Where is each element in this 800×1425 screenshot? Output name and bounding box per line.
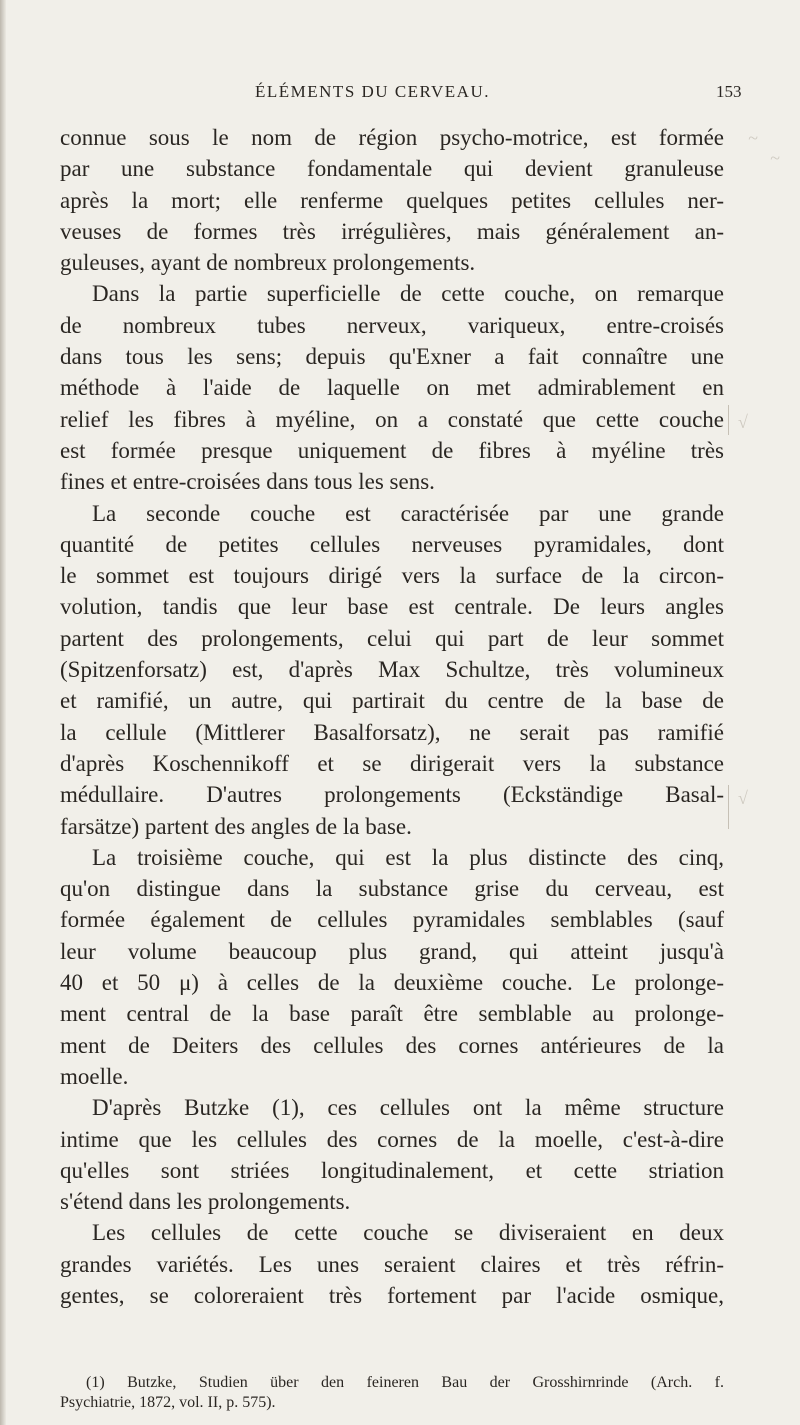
text-line: leur volume beaucoup plus grand, qui atteint jusqu'à <box>60 938 724 964</box>
text-line: de nombreux tubes nerveux, variqueux, entre-croisés <box>60 312 724 338</box>
body-text <box>60 122 724 1311</box>
text-line: La seconde couche est caractérisée par une grande <box>92 500 724 526</box>
text-line: et ramifié, un autre, qui partirait du centre de la base de <box>60 688 724 714</box>
text-line: s'étend dans les prolongements. <box>60 1189 351 1215</box>
text-line: (Spitzenforsatz) est, d'après Max Schultze, très volumineux <box>60 657 724 683</box>
pencil-scribble: √ <box>738 412 748 432</box>
text-line: par une substance fondamentale qui devient granuleuse <box>60 156 724 182</box>
text-line: d'après Koschennikoff et se dirigerait vers la substance <box>60 750 724 776</box>
text-line: gentes, se coloreraient très fortement par l'acide osmique, <box>60 1282 724 1308</box>
text-line: formée également de cellules pyramidales semblables (sauf <box>60 907 724 933</box>
text-line: La troisième couche, qui est la plus distincte des cinq, <box>92 844 724 870</box>
text-line: fines et entre-croisées dans tous les sens. <box>60 469 435 495</box>
text-line: relief les fibres à myéline, on a constaté que cette couche <box>60 406 724 432</box>
text-line: quantité de petites cellules nerveuses pyramidales, dont <box>60 531 724 557</box>
text-line: intime que les cellules des cornes de la moelle, c'est-à-dire <box>60 1126 724 1152</box>
footnote-line: Psychiatrie, 1872, vol. II, p. 575). <box>60 1394 276 1411</box>
text-line: volution, tandis que leur base est centrale. De leurs angles <box>60 594 724 620</box>
text-line: le sommet est toujours dirigé vers la surface de la circon- <box>60 563 724 589</box>
text-line: qu'elles sont striées longitudinalement, et cette striation <box>60 1157 724 1183</box>
text-line: moelle. <box>60 1063 129 1089</box>
text-line: guleuses, ayant de nombreux prolongements. <box>60 250 476 276</box>
text-line: partent des prolongements, celui qui part de leur sommet <box>60 625 724 651</box>
footnote <box>60 1373 724 1413</box>
text-line: la cellule (Mittlerer Basalforsatz), ne serait pas ramifié <box>60 719 724 745</box>
text-line: médullaire. D'autres prolongements (Eckständige Basal- <box>60 782 724 808</box>
text-line: veuses de formes très irrégulières, mais généralement an- <box>60 218 724 244</box>
text-line: Dans la partie superficielle de cette couche, on remarque <box>92 281 724 307</box>
text-line: est formée presque uniquement de fibres à myéline très <box>60 437 724 463</box>
pencil-scribble: √ <box>738 788 748 808</box>
text-line: dans tous les sens; depuis qu'Exner a fait connaître une <box>60 344 724 370</box>
text-line: ment central de la base paraît être semblable au prolonge- <box>60 1001 724 1027</box>
page-number: 153 <box>716 82 742 101</box>
text-line: connue sous le nom de région psycho-motrice, est formée <box>60 125 724 150</box>
text-line: farsätze) partent des angles de la base. <box>60 813 412 839</box>
text-line: ment de Deiters des cellules des cornes antérieures de la <box>60 1032 724 1058</box>
pencil-scribble: ~ <box>770 148 780 168</box>
footnote-line: (1) Butzke, Studien über den feineren Bau der Grosshirnrinde (Arch. f. <box>86 1374 724 1391</box>
text-line: 40 et 50 μ) à celles de la deuxième couche. Le prolonge- <box>60 970 724 996</box>
pencil-mark <box>728 785 729 829</box>
page-edge-shadow <box>0 0 6 1425</box>
text-line: après la mort; elle renferme quelques petites cellules ner- <box>60 187 724 213</box>
text-line: grandes variétés. Les unes seraient claires et très réfrin- <box>60 1251 724 1277</box>
text-line: méthode à l'aide de laquelle on met admirablement en <box>60 375 724 401</box>
text-line: Les cellules de cette couche se diviseraient en deux <box>92 1220 724 1246</box>
pencil-scribble: ~ <box>748 128 758 148</box>
page-header <box>0 82 800 112</box>
text-line: qu'on distingue dans la substance grise du cerveau, est <box>60 876 724 902</box>
pencil-mark <box>728 405 729 435</box>
text-line: D'après Butzke (1), ces cellules ont la même structure <box>92 1095 724 1121</box>
running-title: ÉLÉMENTS DU CERVEAU. <box>255 82 490 101</box>
